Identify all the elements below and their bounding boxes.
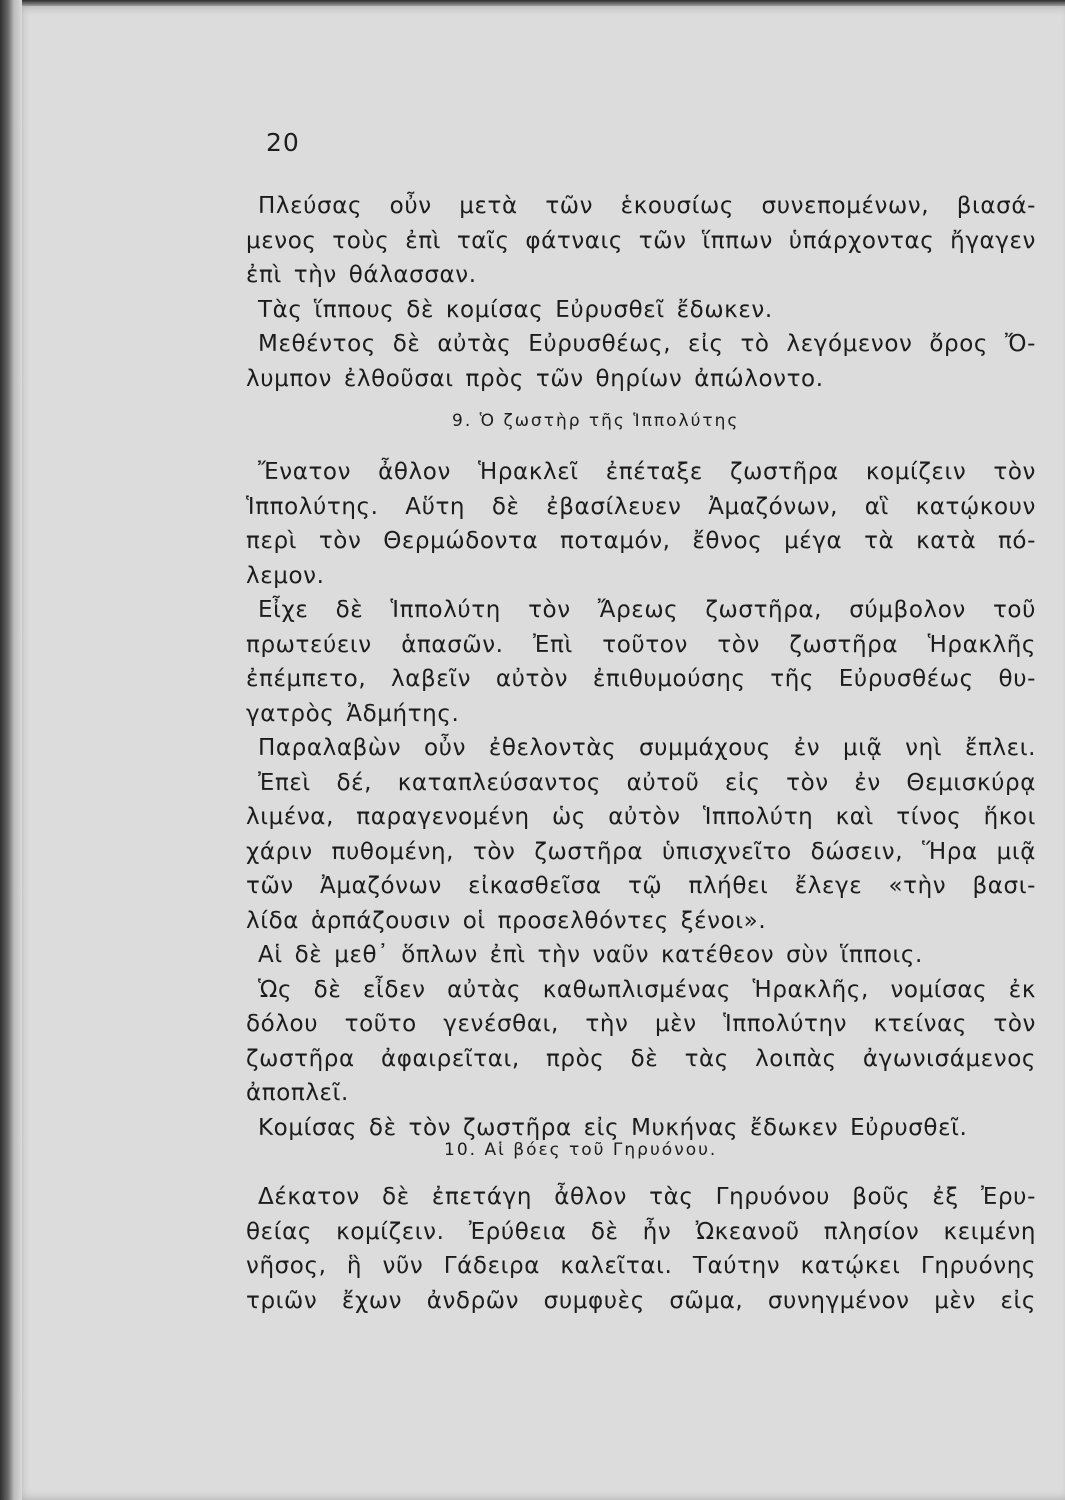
text-line: δόλου τοῦτο γενέσθαι, τὴν μὲν Ἱππολύτην κτείνας τὸν <box>246 1011 1036 1037</box>
text-line: Ἐπεὶ δέ, καταπλεύσαντος αὐτοῦ εἰς τὸν ἐν Θεμισκύρᾳ <box>258 769 1036 796</box>
scan-binding-edge <box>0 0 22 1500</box>
text-line: ἐπὶ τὴν θάλασσαν. <box>246 262 477 288</box>
text-line: μενος τοὺς ἐπὶ ταῖς φάτναις τῶν ἵππων ὑπάρχοντας ἤγαγεν <box>246 227 1036 254</box>
text-line: χάριν πυθομένη, τὸν ζωστῆρα ὑπισχνεῖτο δώσειν, Ἥρα μιᾷ <box>246 838 1036 865</box>
text-line: Πλεύσας οὖν μετὰ τῶν ἑκουσίως συνεπομένων, βιασά- <box>258 193 1036 219</box>
text-block-labor-nine <box>246 455 1036 1145</box>
text-line: πρωτεύειν ἁπασῶν. Ἐπὶ τοῦτον τὸν ζωστῆρα Ἡρακλῆς <box>246 631 1036 658</box>
text-line: τριῶν ἔχων ἀνδρῶν συμφυὲς σῶμα, συνηγμένον μὲν εἰς <box>246 1287 1036 1314</box>
text-line: ἐπέμπετο, λαβεῖν αὐτὸν ἐπιθυμούσης τῆς Εὐρυσθέως θυ- <box>246 666 1036 692</box>
text-line: Παραλαβὼν οὖν ἐθελοντὰς συμμάχους ἐν μιᾷ νηὶ ἔπλει. <box>258 735 1036 761</box>
text-line: τῶν Ἀμαζόνων εἰκασθεῖσα τῷ πλήθει ἔλεγε «τὴν βασι- <box>246 873 1036 899</box>
text-line: Κομίσας δὲ τὸν ζωστῆρα εἰς Μυκήνας ἔδωκεν Εὐρυσθεῖ. <box>258 1114 968 1141</box>
text-line: θείας κομίζειν. Ἐρύθεια δὲ ἦν Ὠκεανοῦ πλησίον κειμένη <box>246 1218 1036 1245</box>
page-number: 20 <box>266 128 300 157</box>
text-line: νῆσος, ἣ νῦν Γάδειρα καλεῖται. Ταύτην κατῴκει Γηρυόνης <box>246 1253 1036 1279</box>
text-block-labor-ten <box>246 1180 1036 1318</box>
text-line: λεμον. <box>246 562 325 589</box>
section-heading-10: 10. Αἱ βόες τοῦ Γηρυόνου. <box>444 1140 718 1160</box>
text-line: γατρὸς Ἀδμήτης. <box>246 700 460 727</box>
text-line: λυμπον ἐλθοῦσαι πρὸς τῶν θηρίων ἀπώλοντο. <box>246 365 824 392</box>
text-line: περὶ τὸν Θερμώδοντα ποταμόν, ἔθνος μέγα τὰ κατὰ πό- <box>246 528 1036 554</box>
text-line: Μεθέντος δὲ αὐτὰς Εὐρυσθέως, εἰς τὸ λεγόμενον ὄρος Ὄ- <box>258 331 1036 357</box>
text-line: Ἔνατον ἆθλον Ἡρακλεῖ ἐπέταξε ζωστῆρα κομίζειν τὸν <box>258 459 1036 485</box>
text-line: λίδα ἁρπάζουσιν οἱ προσελθόντες ξένοι». <box>246 907 767 934</box>
text-line: Αἱ δὲ μεθ᾽ ὅπλων ἐπὶ τὴν ναῦν κατέθεον σὺν ἵπποις. <box>258 942 923 968</box>
text-line: Δέκατον δὲ ἐπετάγη ἆθλον τὰς Γηρυόνου βοῦς ἐξ Ἐρυ- <box>258 1184 1036 1210</box>
text-line: Εἶχε δὲ Ἱππολύτη τὸν Ἄρεως ζωστῆρα, σύμβολον τοῦ <box>258 597 1036 623</box>
text-line: λιμένα, παραγενομένη ὡς αὐτὸν Ἱππολύτη καὶ τίνος ἥκοι <box>246 804 1036 830</box>
text-line: ζωστῆρα ἀφαιρεῖται, πρὸς δὲ τὰς λοιπὰς ἀγωνισάμενος <box>246 1045 1036 1072</box>
text-block-labor-eight-end <box>246 189 1036 396</box>
text-line: Τὰς ἵππους δὲ κομίσας Εὐρυσθεῖ ἔδωκεν. <box>258 296 773 323</box>
text-line: Ὡς δὲ εἶδεν αὐτὰς καθωπλισμένας Ἡρακλῆς, νομίσας ἐκ <box>258 976 1036 1003</box>
section-heading-9: 9. Ὁ ζωστὴρ τῆς Ἱππολύτης <box>452 411 740 431</box>
text-line: ἀποπλεῖ. <box>246 1080 349 1106</box>
text-line: Ἱππολύτης. Αὕτη δὲ ἐβασίλευεν Ἀμαζόνων, αἳ κατῴκουν <box>246 493 1036 520</box>
